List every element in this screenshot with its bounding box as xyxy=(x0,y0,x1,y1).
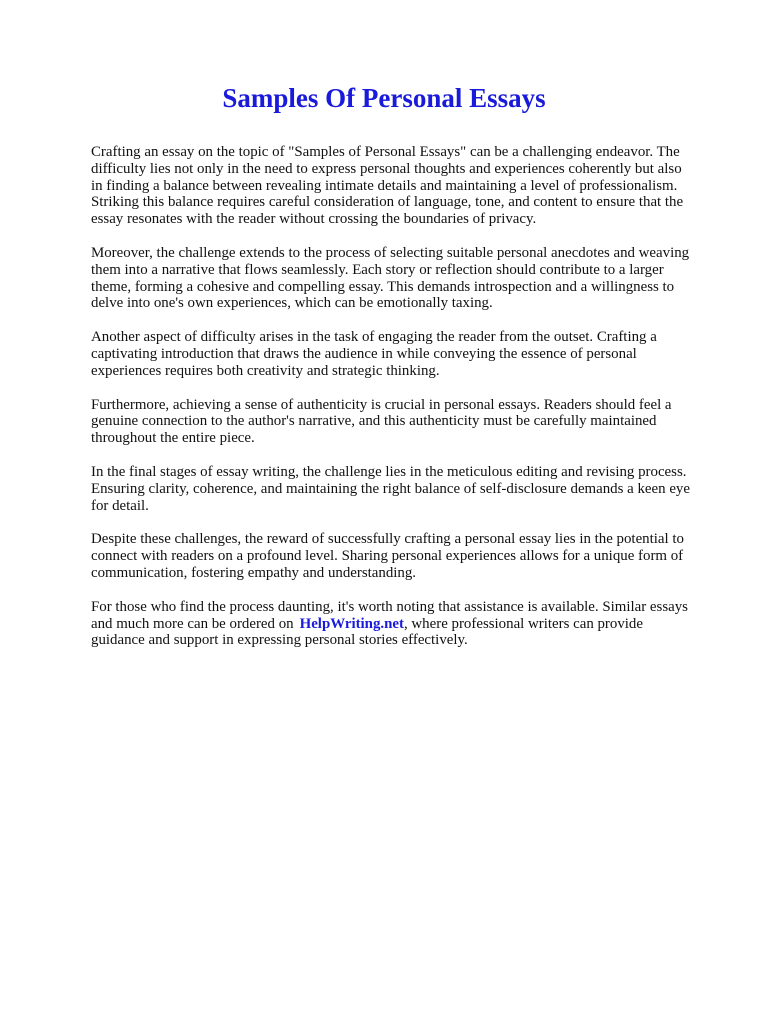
paragraph-5: In the final stages of essay writing, the challenge lies in the meticulous editing and revising process. Ensuring clarity, coherence, and maintaining the right balance of self-disclosure demands a keen eye for detail. xyxy=(91,463,690,514)
page-title: Samples Of Personal Essays xyxy=(222,83,546,113)
helpwriting-link[interactable]: HelpWriting.net xyxy=(299,615,404,632)
paragraph-7-after-link: , where professional writers can provide guidance and support in expressing personal stories effectively. xyxy=(91,615,643,649)
paragraph-7 xyxy=(91,599,691,649)
paragraph-6: Despite these challenges, the reward of successfully crafting a personal essay lies in the potential to connect with readers on a profound level. Sharing personal experiences allows for a unique form of communication, fostering empathy and understanding. xyxy=(91,531,684,581)
paragraph-2: Moreover, the challenge extends to the process of selecting suitable personal anecdotes and weaving them into a narrative that flows seamlessly. Each story or reflection should contribute to a larger theme, forming a cohesive and compelling essay. This demands introspection and a willingness to delve into one's own experiences, which can be emotionally taxing. xyxy=(91,244,690,312)
essay-body xyxy=(91,144,691,666)
paragraph-3: Another aspect of difficulty arises in the task of engaging the reader from the outset. Crafting a captivating introduction that draws the audience in while conveying the essence of personal experiences requires both creativity and strategic thinking. xyxy=(91,329,657,379)
paragraph-1: Crafting an essay on the topic of "Samples of Personal Essays" can be a challenging endeavor. The difficulty lies not only in the need to express personal thoughts and experiences coherently but also in finding a balance between revealing intimate details and maintaining a level of professionalism. Striking this balance requires careful consideration of language, tone, and content to ensure that the essay resonates with the reader without crossing the boundaries of privacy. xyxy=(91,144,684,228)
paragraph-4: Furthermore, achieving a sense of authenticity is crucial in personal essays. Readers should feel a genuine connection to the author's narrative, and this authenticity must be carefully maintained throughout the entire piece. xyxy=(91,396,672,447)
paragraph-7-before-link: For those who find the process daunting, it's worth noting that assistance is available. Similar essays and much more can be ordered on xyxy=(91,598,688,632)
